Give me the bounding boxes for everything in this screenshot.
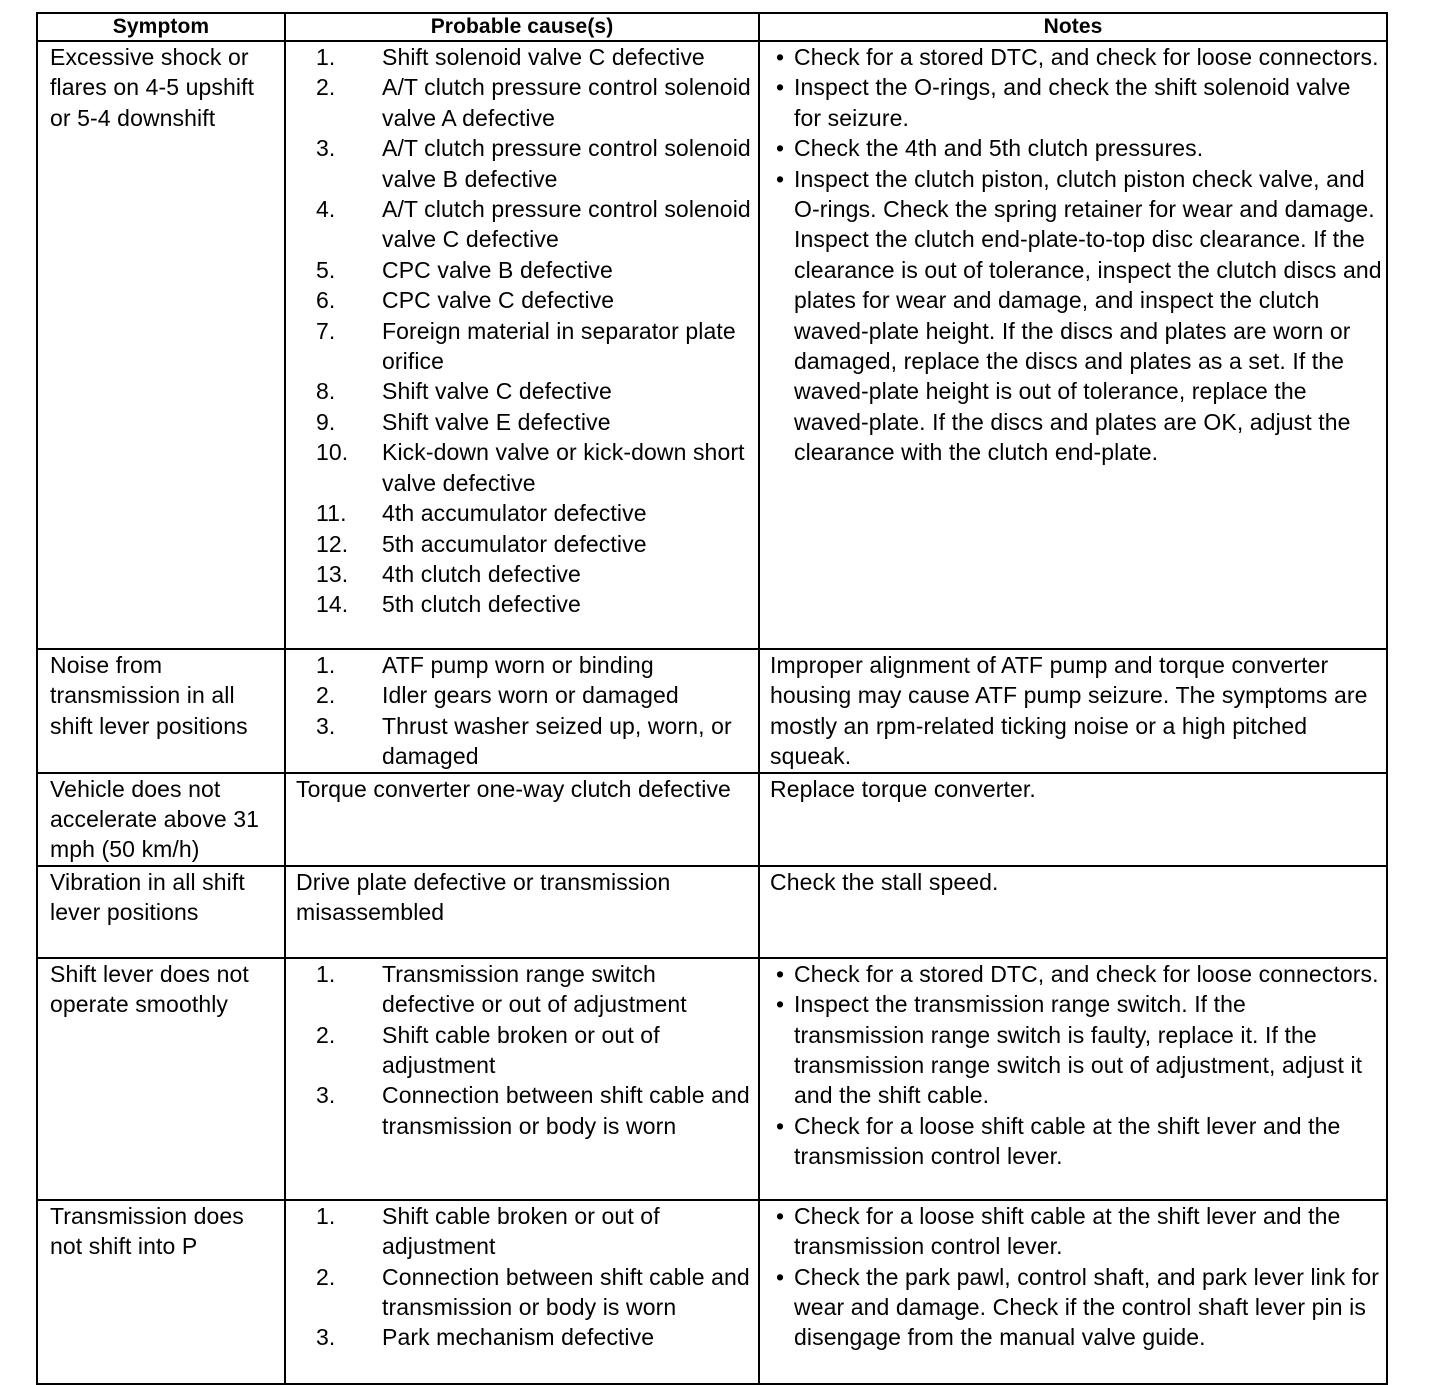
note-text: Inspect the O-rings, and check the shift solenoid valve for seizure. <box>794 74 1351 131</box>
cause-number: 3. <box>316 1082 336 1109</box>
header-row <box>37 13 1387 41</box>
cause-number: 3. <box>316 712 336 739</box>
header-symptom: Symptom <box>37 13 285 41</box>
cause-number: 8. <box>316 378 336 405</box>
symptom-cell: Vibration in all shift lever positions <box>37 866 285 958</box>
header-notes: Notes <box>759 13 1387 41</box>
notes-cell <box>759 41 1387 649</box>
cause-item <box>296 559 754 589</box>
notes-cell <box>759 958 1387 1200</box>
cause-list <box>296 959 754 1141</box>
cause-text: A/T clutch pressure control solenoid valve C defective <box>382 196 751 253</box>
cause-number: 1. <box>316 44 336 70</box>
cause-text: A/T clutch pressure control solenoid valve B defective <box>382 135 751 192</box>
cause-text: Foreign material in separator plate orifice <box>382 317 736 375</box>
cause-item <box>296 133 754 194</box>
cause-number: 12. <box>316 530 349 557</box>
cause-cell <box>285 41 759 649</box>
note-item <box>770 72 1382 133</box>
note-text: Check for a stored DTC, and check for loose connectors. <box>794 960 1379 987</box>
cause-text: Thrust washer seized up, worn, or damaged <box>382 712 732 770</box>
cause-number: 1. <box>316 960 336 987</box>
notes-list <box>770 959 1382 1172</box>
table-row <box>37 773 1387 866</box>
cause-number: 2. <box>316 1021 336 1048</box>
table-row <box>37 866 1387 958</box>
bullet-icon: • <box>776 135 785 162</box>
troubleshooting-document <box>36 12 1386 1385</box>
cause-item <box>296 529 754 559</box>
cause-item <box>296 711 754 772</box>
note-item <box>770 1262 1382 1353</box>
cause-text: ATF pump worn or binding <box>382 652 654 678</box>
cause-list <box>296 1201 754 1353</box>
note-item <box>770 959 1382 989</box>
note-item <box>770 164 1382 468</box>
cause-item <box>296 498 754 528</box>
cause-number: 3. <box>316 135 336 162</box>
note-text: Check the park pawl, control shaft, and park lever link for wear and damage. Check if the control shaft lever pin is disengage from the manual valve guide. <box>794 1263 1380 1351</box>
bullet-icon: • <box>776 44 785 70</box>
symptom-cell: Excessive shock or flares on 4-5 upshift or 5-4 downshift <box>37 41 285 649</box>
cause-item <box>296 1262 754 1323</box>
symptom-cell: Shift lever does not operate smoothly <box>37 958 285 1200</box>
cause-item <box>296 650 754 680</box>
cause-text: Shift solenoid valve C defective <box>382 44 705 70</box>
cause-item <box>296 1020 754 1081</box>
bullet-icon: • <box>776 991 785 1018</box>
cause-number: 7. <box>316 317 336 344</box>
note-text: Check for a loose shift cable at the shift lever and the transmission control lever. <box>794 1112 1341 1170</box>
table-row <box>37 958 1387 1200</box>
cause-item <box>296 680 754 710</box>
cause-text: Shift cable broken or out of adjustment <box>382 1021 660 1079</box>
cause-cell <box>285 1200 759 1384</box>
cause-number: 5. <box>316 256 336 283</box>
cause-number: 1. <box>316 1202 336 1229</box>
cause-item <box>296 316 754 377</box>
cause-item <box>296 1201 754 1262</box>
cause-number: 6. <box>316 287 336 314</box>
notes-list <box>770 1201 1382 1353</box>
notes-cell: Replace torque converter. <box>759 773 1387 866</box>
cause-text: Kick-down valve or kick-down short valve defective <box>382 439 745 496</box>
notes-cell: Check the stall speed. <box>759 866 1387 958</box>
note-text: Inspect the clutch piston, clutch piston check valve, and O-rings. Check the spring retainer for wear and damage. Inspect the clutch end-plate-to-top disc clearance. If the clearance is out of tolerance, inspect the clutch discs and plates for wear and damage, and inspect the clutch waved-plate height. If the discs and plates are worn or damaged, replace the discs and plates as a set. If the waved-plate height is out of tolerance, replace the waved-plate. If the discs and plates are OK, adjust the clearance with the clutch end-plate. <box>794 165 1382 466</box>
cause-list <box>296 42 754 620</box>
cause-number: 4. <box>316 196 336 223</box>
cause-text: A/T clutch pressure control solenoid valve A defective <box>382 74 751 131</box>
cause-list <box>296 650 754 772</box>
cause-number: 11. <box>316 500 347 527</box>
cause-number: 2. <box>316 682 336 709</box>
cause-number: 2. <box>316 74 336 101</box>
cause-cell: Drive plate defective or transmission misassembled <box>285 866 759 958</box>
bullet-icon: • <box>776 1112 785 1139</box>
cause-item <box>296 1080 754 1141</box>
cause-item <box>296 407 754 437</box>
cause-item <box>296 42 754 72</box>
cause-text: Connection between shift cable and transmission or body is worn <box>382 1263 750 1321</box>
bullet-icon: • <box>776 74 785 101</box>
symptom-cell: Vehicle does not accelerate above 31 mph (50 km/h) <box>37 773 285 866</box>
notes-cell: Improper alignment of ATF pump and torque converter housing may cause ATF pump seizure. The symptoms are mostly an rpm-related ticking noise or a high pitched squeak. <box>759 649 1387 773</box>
note-item <box>770 989 1382 1111</box>
troubleshooting-table <box>36 12 1388 1385</box>
cause-cell <box>285 649 759 773</box>
cause-item <box>296 959 754 1020</box>
bullet-icon: • <box>776 1263 785 1290</box>
cause-text: Park mechanism defective <box>382 1324 655 1351</box>
note-item <box>770 1201 1382 1262</box>
bullet-icon: • <box>776 165 785 192</box>
note-item <box>770 1111 1382 1172</box>
cause-number: 13. <box>316 560 349 587</box>
cause-text: Connection between shift cable and transmission or body is worn <box>382 1082 750 1139</box>
cause-text: CPC valve B defective <box>382 256 613 283</box>
cause-item <box>296 437 754 498</box>
cause-text: 5th accumulator defective <box>382 530 647 557</box>
bullet-icon: • <box>776 960 785 987</box>
notes-list <box>770 42 1382 468</box>
cause-number: 14. <box>316 591 349 618</box>
cause-item <box>296 255 754 285</box>
table-row <box>37 649 1387 773</box>
cause-item <box>296 194 754 255</box>
cause-number: 3. <box>316 1324 336 1351</box>
table-row <box>37 41 1387 649</box>
cause-text: Shift cable broken or out of adjustment <box>382 1202 660 1260</box>
note-item <box>770 42 1382 72</box>
cause-number: 9. <box>316 408 336 435</box>
cause-number: 2. <box>316 1263 336 1290</box>
note-text: Check for a stored DTC, and check for loose connectors. <box>794 44 1379 70</box>
cause-cell <box>285 958 759 1200</box>
symptom-cell: Noise from transmission in all shift lever positions <box>37 649 285 773</box>
bullet-icon: • <box>776 1202 785 1229</box>
cause-number: 10. <box>316 439 349 466</box>
cause-number: 1. <box>316 652 336 678</box>
note-text: Check for a loose shift cable at the shift lever and the transmission control lever. <box>794 1202 1341 1260</box>
note-text: Check the 4th and 5th clutch pressures. <box>794 135 1204 162</box>
table-row <box>37 1200 1387 1384</box>
cause-text: Shift valve E defective <box>382 408 611 435</box>
cause-text: 4th accumulator defective <box>382 500 647 527</box>
note-text: Inspect the transmission range switch. If the transmission range switch is faulty, replace it. If the transmission range switch is out of adjustment, adjust it and the shift cable. <box>794 991 1363 1109</box>
symptom-cell: Transmission does not shift into P <box>37 1200 285 1384</box>
notes-cell <box>759 1200 1387 1384</box>
note-item <box>770 133 1382 163</box>
cause-text: 4th clutch defective <box>382 560 581 587</box>
cause-item <box>296 285 754 315</box>
cause-cell: Torque converter one-way clutch defective <box>285 773 759 866</box>
cause-item <box>296 72 754 133</box>
cause-text: Transmission range switch defective or out of adjustment <box>382 960 687 1018</box>
cause-item <box>296 376 754 406</box>
cause-text: CPC valve C defective <box>382 287 615 314</box>
header-probable-causes: Probable cause(s) <box>285 13 759 41</box>
cause-item <box>296 1322 754 1352</box>
cause-text: Shift valve C defective <box>382 378 612 405</box>
cause-item <box>296 589 754 619</box>
cause-text: 5th clutch defective <box>382 591 581 618</box>
cause-text: Idler gears worn or damaged <box>382 682 679 709</box>
